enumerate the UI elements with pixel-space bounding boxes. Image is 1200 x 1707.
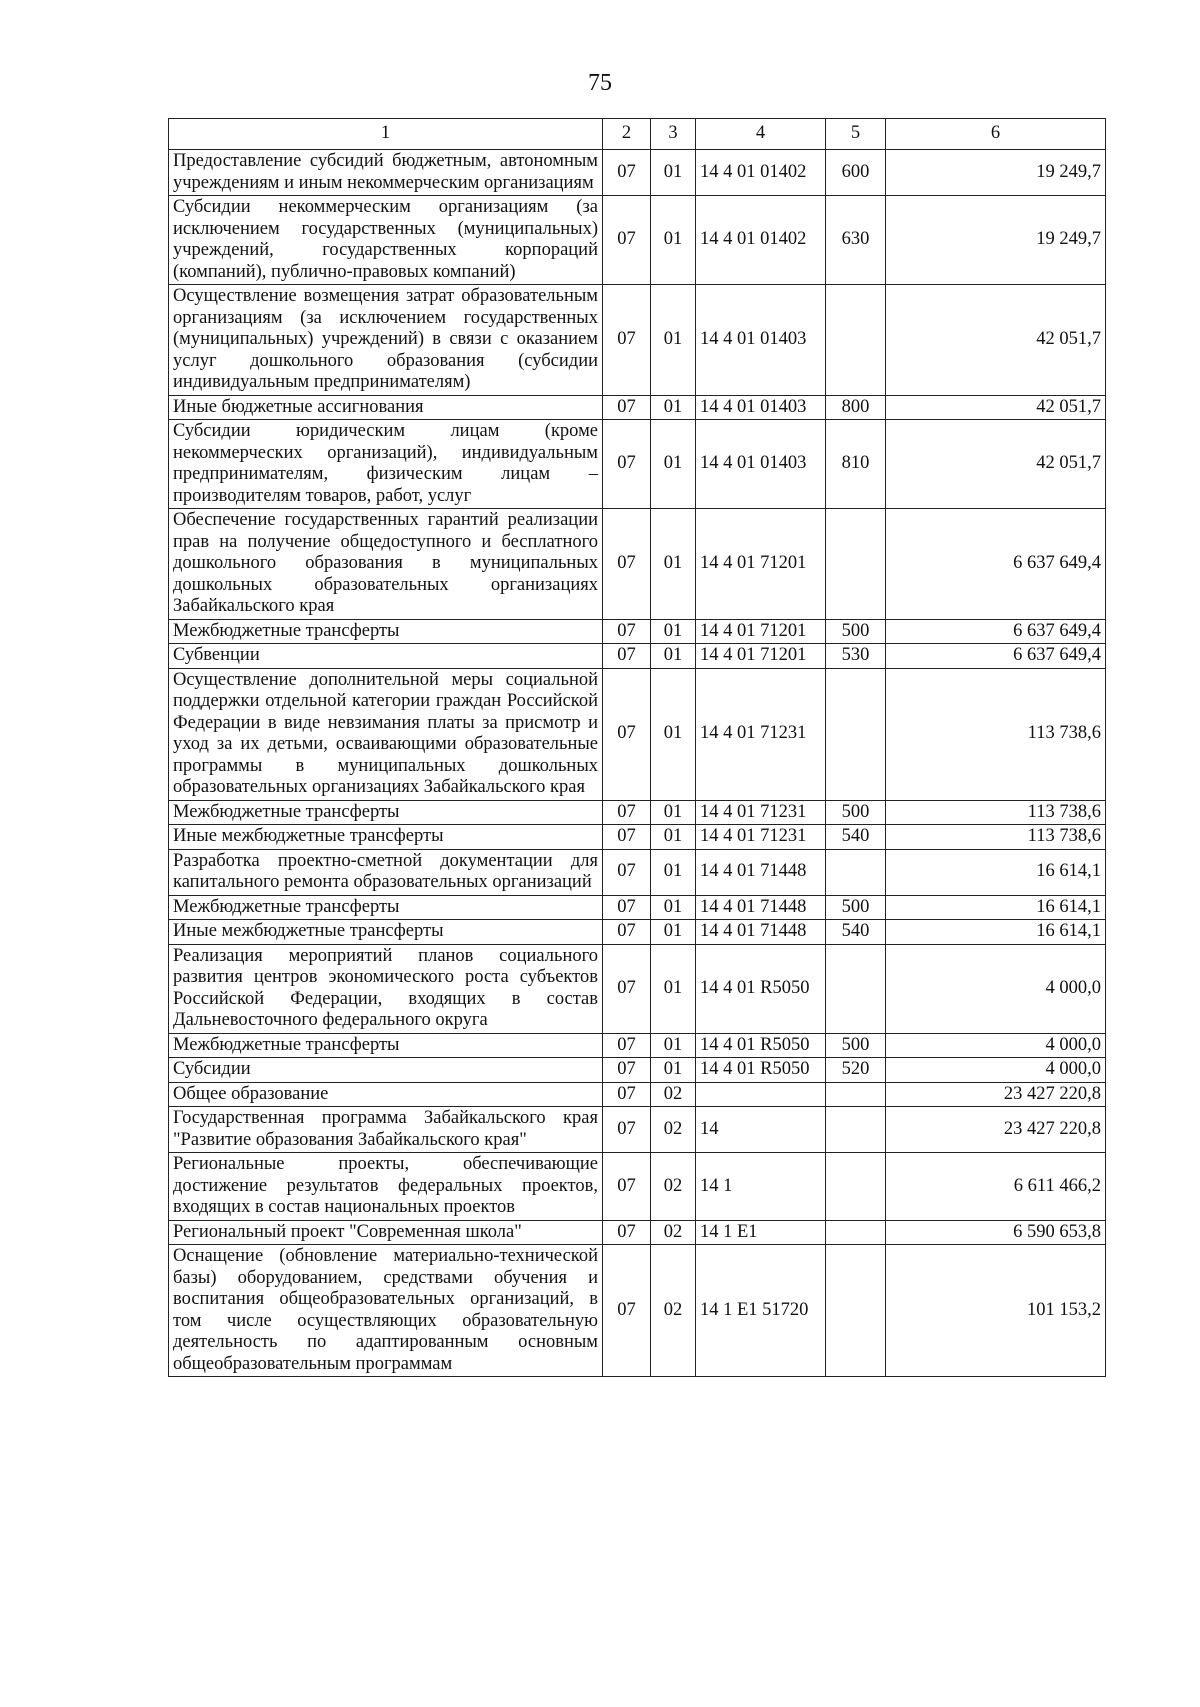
table-row	[169, 509, 1106, 620]
row-target-article-cell: 14 4 01 71231	[696, 825, 826, 850]
row-expense-type-cell: 800	[826, 395, 886, 420]
row-amount-cell: 4 000,0	[886, 944, 1106, 1033]
row-subsection-cell: 02	[651, 1220, 696, 1245]
row-expense-type-cell: 500	[826, 1033, 886, 1058]
row-section-cell: 07	[603, 196, 651, 285]
row-expense-type-cell: 600	[826, 150, 886, 196]
row-subsection-cell: 02	[651, 1245, 696, 1377]
row-subsection-cell: 01	[651, 420, 696, 509]
row-subsection-cell: 01	[651, 509, 696, 620]
row-subsection-cell: 01	[651, 800, 696, 825]
row-subsection-cell: 02	[651, 1107, 696, 1153]
row-target-article-cell: 14 4 01 71231	[696, 668, 826, 800]
row-expense-type-cell	[826, 1107, 886, 1153]
row-section-cell: 07	[603, 285, 651, 396]
row-target-article-cell: 14	[696, 1107, 826, 1153]
row-expense-type-cell: 540	[826, 920, 886, 945]
table-row	[169, 849, 1106, 895]
table-row	[169, 1082, 1106, 1107]
row-subsection-cell: 01	[651, 285, 696, 396]
row-amount-cell: 113 738,6	[886, 668, 1106, 800]
table-row	[169, 800, 1106, 825]
row-subsection-cell: 01	[651, 849, 696, 895]
row-name-cell: Разработка проектно-сметной документации для капитального ремонта образовательных организаций	[169, 849, 603, 895]
table-row	[169, 668, 1106, 800]
table-row	[169, 619, 1106, 644]
row-section-cell: 07	[603, 644, 651, 669]
row-name-cell: Осуществление возмещения затрат образовательным организациям (за исключением государственных (муниципальных) учреждений) в связи с оказанием услуг дошкольного образования (субсидии индивидуальным предпринимателям)	[169, 285, 603, 396]
column-header: 3	[651, 119, 696, 150]
column-header: 1	[169, 119, 603, 150]
row-name-cell: Предоставление субсидий бюджетным, автономным учреждениям и иным некоммерческим организациям	[169, 150, 603, 196]
row-name-cell: Оснащение (обновление материально-технической базы) оборудованием, средствами обучения и воспитания общеобразовательных организаций, в том числе осуществляющих образовательную деятельность по адаптированным основным общеобразовательным программам	[169, 1245, 603, 1377]
row-amount-cell: 101 153,2	[886, 1245, 1106, 1377]
row-subsection-cell: 01	[651, 150, 696, 196]
row-expense-type-cell: 530	[826, 644, 886, 669]
row-section-cell: 07	[603, 509, 651, 620]
row-section-cell: 07	[603, 619, 651, 644]
table-row	[169, 944, 1106, 1033]
row-expense-type-cell	[826, 1245, 886, 1377]
row-target-article-cell: 14 1 E1	[696, 1220, 826, 1245]
row-target-article-cell: 14 1	[696, 1153, 826, 1221]
row-name-cell: Межбюджетные трансферты	[169, 800, 603, 825]
table-row	[169, 825, 1106, 850]
row-section-cell: 07	[603, 920, 651, 945]
row-subsection-cell: 01	[651, 619, 696, 644]
table-row	[169, 420, 1106, 509]
row-section-cell: 07	[603, 150, 651, 196]
row-amount-cell: 23 427 220,8	[886, 1107, 1106, 1153]
row-name-cell: Межбюджетные трансферты	[169, 619, 603, 644]
row-name-cell: Иные межбюджетные трансферты	[169, 920, 603, 945]
row-expense-type-cell	[826, 849, 886, 895]
row-expense-type-cell: 810	[826, 420, 886, 509]
row-target-article-cell: 14 4 01 71448	[696, 895, 826, 920]
row-target-article-cell: 14 4 01 01402	[696, 150, 826, 196]
table-row	[169, 1220, 1106, 1245]
row-name-cell: Общее образование	[169, 1082, 603, 1107]
row-target-article-cell: 14 4 01 01403	[696, 420, 826, 509]
row-section-cell: 07	[603, 1220, 651, 1245]
row-expense-type-cell	[826, 1153, 886, 1221]
column-header: 5	[826, 119, 886, 150]
table-row	[169, 1245, 1106, 1377]
row-subsection-cell: 01	[651, 825, 696, 850]
row-target-article-cell: 14 4 01 71448	[696, 849, 826, 895]
row-expense-type-cell	[826, 509, 886, 620]
column-header: 4	[696, 119, 826, 150]
row-name-cell: Иные межбюджетные трансферты	[169, 825, 603, 850]
row-section-cell: 07	[603, 1153, 651, 1221]
row-target-article-cell: 14 4 01 R5050	[696, 1033, 826, 1058]
row-subsection-cell: 01	[651, 395, 696, 420]
table-row	[169, 1058, 1106, 1083]
row-target-article-cell: 14 4 01 71201	[696, 619, 826, 644]
row-target-article-cell	[696, 1082, 826, 1107]
table-row	[169, 644, 1106, 669]
row-section-cell: 07	[603, 395, 651, 420]
row-target-article-cell: 14 4 01 71231	[696, 800, 826, 825]
row-expense-type-cell: 520	[826, 1058, 886, 1083]
row-target-article-cell: 14 4 01 01402	[696, 196, 826, 285]
row-section-cell: 07	[603, 1058, 651, 1083]
row-expense-type-cell: 630	[826, 196, 886, 285]
row-section-cell: 07	[603, 1082, 651, 1107]
row-amount-cell: 4 000,0	[886, 1033, 1106, 1058]
table-row	[169, 1153, 1106, 1221]
row-amount-cell: 42 051,7	[886, 285, 1106, 396]
row-subsection-cell: 01	[651, 895, 696, 920]
row-target-article-cell: 14 4 01 71448	[696, 920, 826, 945]
table-row	[169, 285, 1106, 396]
row-amount-cell: 42 051,7	[886, 420, 1106, 509]
row-subsection-cell: 01	[651, 644, 696, 669]
table-row	[169, 895, 1106, 920]
row-amount-cell: 23 427 220,8	[886, 1082, 1106, 1107]
row-subsection-cell: 02	[651, 1082, 696, 1107]
row-section-cell: 07	[603, 849, 651, 895]
row-target-article-cell: 14 4 01 71201	[696, 509, 826, 620]
row-subsection-cell: 01	[651, 668, 696, 800]
column-header: 6	[886, 119, 1106, 150]
row-amount-cell: 6 637 649,4	[886, 619, 1106, 644]
row-amount-cell: 113 738,6	[886, 800, 1106, 825]
row-amount-cell: 113 738,6	[886, 825, 1106, 850]
row-target-article-cell: 14 4 01 R5050	[696, 944, 826, 1033]
row-expense-type-cell	[826, 668, 886, 800]
row-subsection-cell: 01	[651, 920, 696, 945]
row-section-cell: 07	[603, 1033, 651, 1058]
row-amount-cell: 6 637 649,4	[886, 644, 1106, 669]
row-name-cell: Региональный проект "Современная школа"	[169, 1220, 603, 1245]
row-name-cell: Реализация мероприятий планов социального развития центров экономического роста субъектов Российской Федерации, входящих в состав Дальневосточного федерального округа	[169, 944, 603, 1033]
row-section-cell: 07	[603, 895, 651, 920]
row-expense-type-cell	[826, 944, 886, 1033]
row-section-cell: 07	[603, 800, 651, 825]
row-name-cell: Иные бюджетные ассигнования	[169, 395, 603, 420]
row-name-cell: Региональные проекты, обеспечивающие достижение результатов федеральных проектов, входящих в состав национальных проектов	[169, 1153, 603, 1221]
row-subsection-cell: 01	[651, 1033, 696, 1058]
row-expense-type-cell: 500	[826, 895, 886, 920]
row-name-cell: Субсидии	[169, 1058, 603, 1083]
page-number: 75	[588, 70, 612, 96]
row-name-cell: Осуществление дополнительной меры социальной поддержки отдельной категории граждан Российской Федерации в виде невзимания платы за присмотр и уход за их детьми, осваивающими образовательные программы в муниципальных дошкольных образовательных организациях Забайкальского края	[169, 668, 603, 800]
row-expense-type-cell: 540	[826, 825, 886, 850]
budget-table	[168, 118, 1106, 1377]
row-amount-cell: 19 249,7	[886, 150, 1106, 196]
row-target-article-cell: 14 4 01 71201	[696, 644, 826, 669]
row-name-cell: Межбюджетные трансферты	[169, 895, 603, 920]
row-name-cell: Государственная программа Забайкальского края "Развитие образования Забайкальского края"	[169, 1107, 603, 1153]
row-section-cell: 07	[603, 420, 651, 509]
table-row	[169, 196, 1106, 285]
row-subsection-cell: 02	[651, 1153, 696, 1221]
row-section-cell: 07	[603, 1245, 651, 1377]
table-row	[169, 150, 1106, 196]
row-amount-cell: 19 249,7	[886, 196, 1106, 285]
table-row	[169, 1033, 1106, 1058]
row-name-cell: Межбюджетные трансферты	[169, 1033, 603, 1058]
row-expense-type-cell: 500	[826, 619, 886, 644]
row-amount-cell: 16 614,1	[886, 920, 1106, 945]
row-amount-cell: 4 000,0	[886, 1058, 1106, 1083]
row-subsection-cell: 01	[651, 944, 696, 1033]
row-expense-type-cell: 500	[826, 800, 886, 825]
row-expense-type-cell	[826, 285, 886, 396]
row-target-article-cell: 14 1 E1 51720	[696, 1245, 826, 1377]
row-name-cell: Субвенции	[169, 644, 603, 669]
row-name-cell: Субсидии некоммерческим организациям (за исключением государственных (муниципальных) учреждений, государственных корпораций (компаний), публично-правовых компаний)	[169, 196, 603, 285]
table-row	[169, 395, 1106, 420]
column-header: 2	[603, 119, 651, 150]
row-amount-cell: 6 611 466,2	[886, 1153, 1106, 1221]
row-section-cell: 07	[603, 825, 651, 850]
table-body	[169, 150, 1106, 1377]
row-section-cell: 07	[603, 1107, 651, 1153]
row-amount-cell: 6 637 649,4	[886, 509, 1106, 620]
header-row	[169, 119, 1106, 150]
row-expense-type-cell	[826, 1220, 886, 1245]
row-amount-cell: 42 051,7	[886, 395, 1106, 420]
row-target-article-cell: 14 4 01 R5050	[696, 1058, 826, 1083]
table-row	[169, 1107, 1106, 1153]
row-amount-cell: 16 614,1	[886, 849, 1106, 895]
row-subsection-cell: 01	[651, 1058, 696, 1083]
row-subsection-cell: 01	[651, 196, 696, 285]
row-amount-cell: 16 614,1	[886, 895, 1106, 920]
row-section-cell: 07	[603, 944, 651, 1033]
row-expense-type-cell	[826, 1082, 886, 1107]
row-target-article-cell: 14 4 01 01403	[696, 285, 826, 396]
row-target-article-cell: 14 4 01 01403	[696, 395, 826, 420]
row-section-cell: 07	[603, 668, 651, 800]
row-name-cell: Обеспечение государственных гарантий реализации прав на получение общедоступного и бесплатного дошкольного образования в муниципальных дошкольных образовательных организациях Забайкальского края	[169, 509, 603, 620]
row-name-cell: Субсидии юридическим лицам (кроме некоммерческих организаций), индивидуальным предпринимателям, физическим лицам – производителям товаров, работ, услуг	[169, 420, 603, 509]
row-amount-cell: 6 590 653,8	[886, 1220, 1106, 1245]
table-row	[169, 920, 1106, 945]
